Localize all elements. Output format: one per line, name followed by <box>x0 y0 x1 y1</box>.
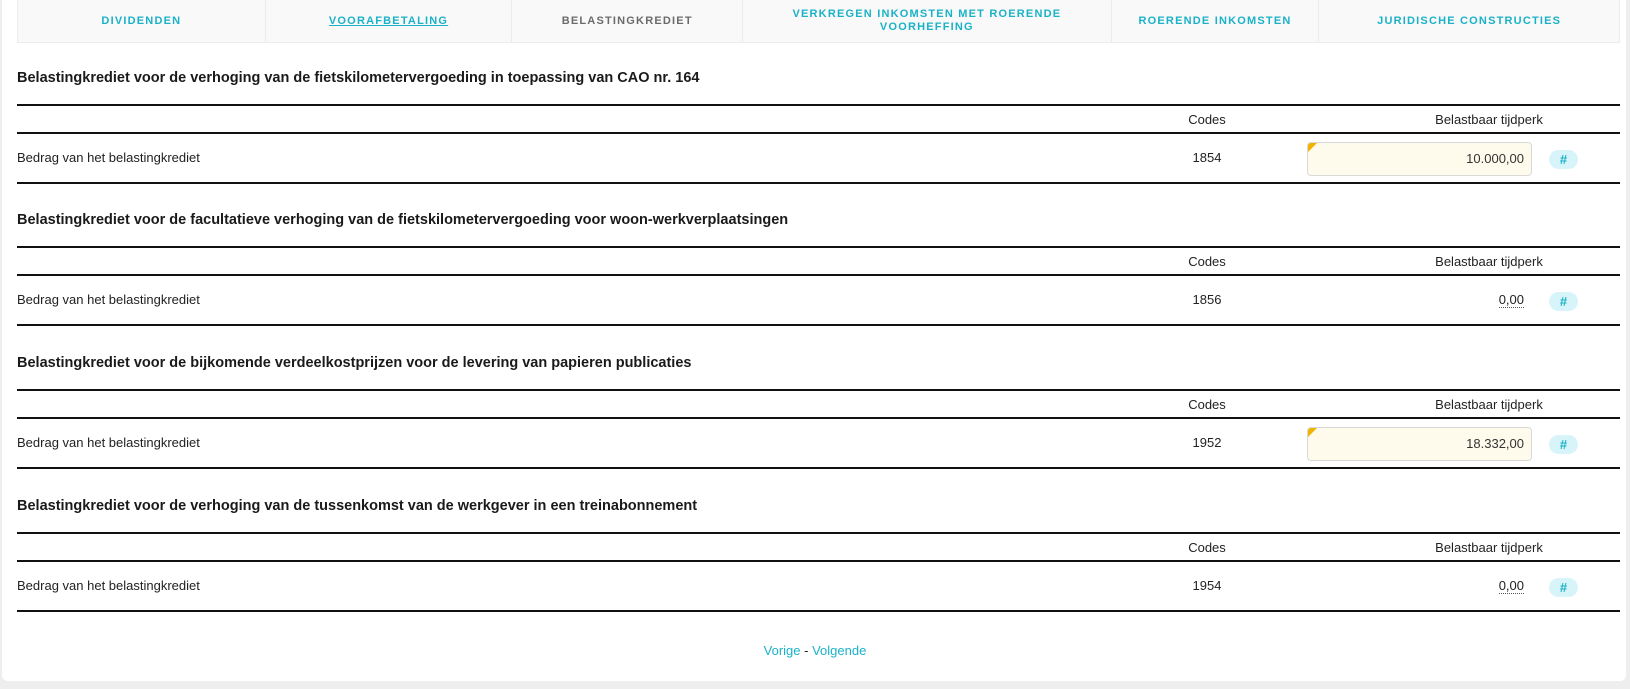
section-title: Belastingkrediet voor de verhoging van de tussenkomst van de werkgever in een treinabonnement <box>17 498 698 514</box>
tab-belastingkrediet: BELASTINGKREDIET <box>512 0 743 42</box>
table-row <box>17 276 1620 326</box>
period-column-header: Belastbaar tijdperk <box>1435 540 1543 555</box>
row-code: 1952 <box>1192 435 1222 450</box>
row-label: Bedrag van het belastingkrediet <box>17 292 200 307</box>
period-column-header: Belastbaar tijdperk <box>1435 397 1543 412</box>
row-code: 1854 <box>1192 150 1222 165</box>
section-title: Belastingkrediet voor de facultatieve verhoging van de fietskilometervergoeding voor woon-werkverplaatsingen <box>17 212 789 228</box>
amount-value-text: 0,00 <box>1498 292 1524 307</box>
codes-column-header: Codes <box>1188 112 1226 127</box>
tab-dividenden[interactable]: DIVIDENDEN <box>18 0 266 42</box>
amount-value-text: 0,00 <box>1498 578 1524 593</box>
section-title: Belastingkrediet voor de verhoging van de fietskilometervergoeding in toepassing van CAO nr. 164 <box>17 70 700 86</box>
row-label: Bedrag van het belastingkrediet <box>17 150 200 165</box>
table-header <box>17 246 1620 276</box>
codes-column-header: Codes <box>1188 540 1226 555</box>
table-row <box>17 562 1620 612</box>
table-header <box>17 389 1620 419</box>
table-header <box>17 104 1620 134</box>
next-link[interactable]: Volgende <box>812 643 867 658</box>
amount-value[interactable] <box>1307 292 1532 307</box>
tab-verkregen-inkomsten[interactable]: VERKREGEN INKOMSTEN MET ROERENDE VOORHEFFING <box>743 0 1112 42</box>
amount-input[interactable]: 10.000,00 <box>1307 142 1532 176</box>
row-label: Bedrag van het belastingkrediet <box>17 435 200 450</box>
row-code: 1856 <box>1192 292 1222 307</box>
amount-value[interactable] <box>1307 578 1532 593</box>
row-label: Bedrag van het belastingkrediet <box>17 578 200 593</box>
tab-voorafbetaling[interactable]: VOORAFBETALING <box>266 0 513 42</box>
pagination <box>0 643 1630 658</box>
table-header <box>17 532 1620 562</box>
row-code: 1954 <box>1192 578 1222 593</box>
hash-icon[interactable]: # <box>1549 435 1578 454</box>
pager-separator: - <box>800 643 813 658</box>
amount-input[interactable]: 18.332,00 <box>1307 427 1532 461</box>
codes-column-header: Codes <box>1188 397 1226 412</box>
section-title: Belastingkrediet voor de bijkomende verdeelkostprijzen voor de levering van papieren publicaties <box>17 355 692 371</box>
tab-roerende-inkomsten[interactable]: ROERENDE INKOMSTEN <box>1112 0 1320 42</box>
period-column-header: Belastbaar tijdperk <box>1435 254 1543 269</box>
table-row <box>17 419 1620 469</box>
period-column-header: Belastbaar tijdperk <box>1435 112 1543 127</box>
hash-icon[interactable]: # <box>1549 150 1578 169</box>
hash-icon[interactable]: # <box>1549 292 1578 311</box>
hash-icon[interactable]: # <box>1549 578 1578 597</box>
codes-column-header: Codes <box>1188 254 1226 269</box>
tab-bar <box>17 0 1620 43</box>
table-row <box>17 134 1620 184</box>
previous-link[interactable]: Vorige <box>763 643 801 658</box>
tab-juridische-constructies[interactable]: JURIDISCHE CONSTRUCTIES <box>1377 14 1562 27</box>
